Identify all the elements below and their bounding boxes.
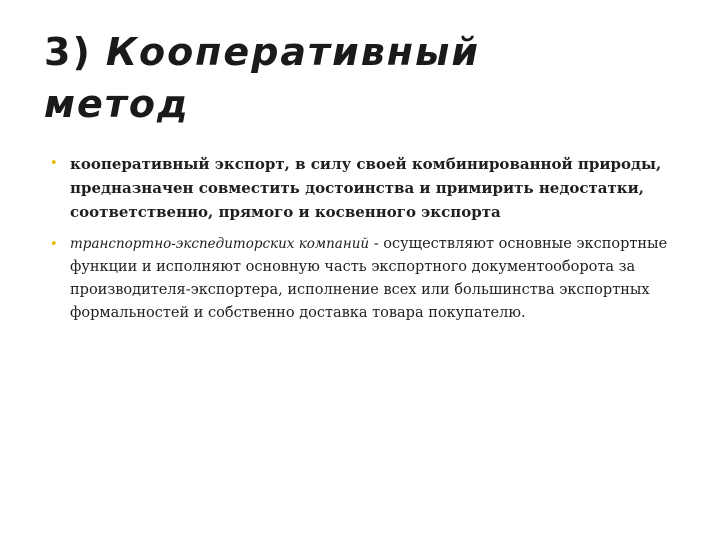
slide-title xyxy=(44,26,684,130)
title-number: 3) xyxy=(44,30,92,74)
bullet-icon: • xyxy=(50,237,58,252)
bullet-text: кооперативный экспорт, в силу своей комбинированной природы, предназначен совместить достоинства и примирить недостатки, соответственно, прямого и косвенного экспорта xyxy=(70,155,662,221)
list-item xyxy=(50,233,680,325)
bullet-list xyxy=(50,152,680,334)
bullet-icon: • xyxy=(50,156,58,171)
bullet-text: - осуществляют основные экспортные функции и исполняют основную часть экспортного документооборота за производителя-экспортера, исполнение всех или большинства экспортных формальностей и собственно доставка товара покупателю. xyxy=(70,236,668,321)
title-text-line1: Кооперативный xyxy=(105,30,480,74)
title-text-line2: метод xyxy=(44,82,190,126)
bullet-text-container xyxy=(70,233,680,325)
list-item xyxy=(50,152,680,224)
bullet-lead-text: транспортно-экспедиторских компаний xyxy=(70,236,370,252)
